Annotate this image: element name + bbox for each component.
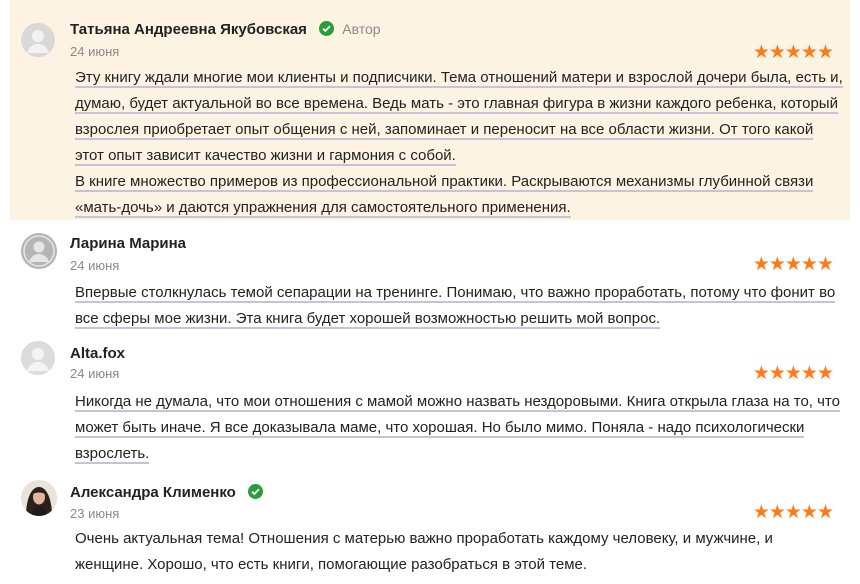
- verified-check-icon: [319, 21, 334, 40]
- avatar[interactable]: [21, 341, 55, 375]
- review-paragraph: [75, 526, 845, 578]
- review-paragraph-text: Никогда не думала, что мои отношения с мамой можно назвать нездоровыми. Книга открыла глаза на то, что может быть иначе. Я все доказывала маме, что хорошая. Но было мимо. Поняла - надо психологически взрослеть.: [75, 393, 840, 462]
- avatar[interactable]: [21, 23, 55, 57]
- user-placeholder-icon: [21, 341, 55, 375]
- review-text: [75, 389, 845, 467]
- review-paragraph: [75, 389, 845, 467]
- review-date: 23 июня: [70, 506, 120, 521]
- review-paragraph-text: Эту книгу ждали многие мои клиенты и подписчики. Тема отношений матери и взрослой дочери была, есть и, думаю, будет актуальной во все времена. Ведь мать - это главная фигура в жизни каждого ребенка, который взрослея приобретает опыт общения с ней, запоминает и переносит на все области жизни. От того какой этот опыт зависит качество жизни и гармония с собой.: [75, 69, 843, 164]
- review-paragraph-text: В книге множество примеров из профессиональной практики. Раскрываются механизмы глубинной связи «мать-дочь» и даются упражнения для самостоятельного применения.: [75, 173, 814, 216]
- author-label: Автор: [342, 21, 381, 37]
- reviewer-name[interactable]: [70, 484, 263, 503]
- review-card: [10, 470, 850, 584]
- rating-stars: ★★★★★: [752, 502, 833, 523]
- review-card: [10, 220, 850, 335]
- review-card: [10, 330, 850, 470]
- review-paragraph: [75, 280, 845, 332]
- reviewer-name-text[interactable]: Татьяна Андреевна Якубовская: [70, 21, 307, 38]
- review-text: [75, 526, 845, 578]
- user-placeholder-icon: [21, 233, 57, 269]
- avatar[interactable]: [21, 233, 57, 269]
- review-paragraph: [75, 65, 845, 169]
- review-text: [75, 65, 845, 221]
- review-date: 24 июня: [70, 258, 120, 273]
- verified-check-icon: [248, 484, 263, 503]
- avatar-photo[interactable]: [21, 480, 57, 516]
- review-card-author: [10, 0, 850, 220]
- rating-stars: ★★★★★: [752, 363, 833, 384]
- reviewer-name[interactable]: Ларина Марина: [70, 235, 187, 252]
- reviewer-name[interactable]: Alta.fox: [70, 345, 126, 362]
- user-placeholder-icon: [21, 23, 55, 57]
- review-paragraph: [75, 169, 845, 221]
- review-date: 24 июня: [70, 44, 120, 59]
- review-date: 24 июня: [70, 366, 120, 381]
- review-paragraph-text: Впервые столкнулась темой сепарации на тренинге. Понимаю, что важно проработать, потому что фонит во все сферы мое жизни. Эта книга будет хорошей возможностью решить мой вопрос.: [75, 284, 836, 327]
- review-paragraph-text: Очень актуальная тема! Отношения с матерью важно проработать каждому человеку, и мужчине, и женщине. Хорошо, что есть книги, помогающие разобраться в этой теме.: [75, 530, 773, 573]
- user-photo-icon: [21, 480, 57, 516]
- reviewer-name[interactable]: [70, 21, 381, 40]
- review-text: [75, 280, 845, 332]
- reviewer-name-text[interactable]: Александра Клименко: [70, 484, 236, 501]
- rating-stars: ★★★★★: [752, 42, 833, 63]
- rating-stars: ★★★★★: [752, 254, 833, 275]
